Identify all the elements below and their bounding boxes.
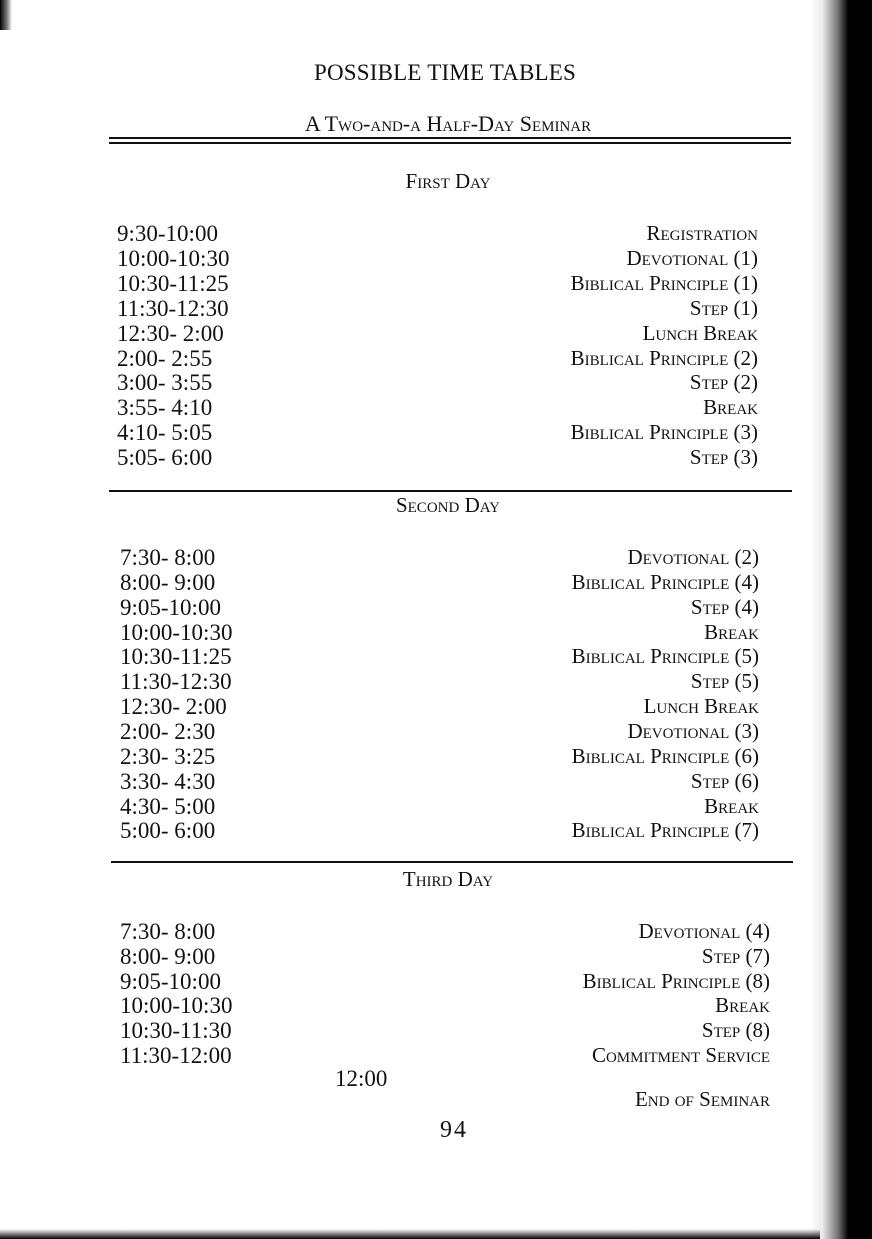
section-rule [111,861,793,863]
session-name: Break [715,993,770,1018]
session-name: Step (5) [690,669,759,694]
time-slot: 2:30- 3:25 [120,743,216,769]
schedule-row [117,370,758,395]
session-name: Devotional (3) [627,718,759,743]
page-number: 94 [440,1117,468,1143]
time-slot: 9:05-10:00 [120,968,221,994]
schedule-row [117,445,758,470]
session-name: Devotional (2) [627,545,759,569]
time-slot: 3:30- 4:30 [120,768,216,794]
session-name: Devotional (1) [626,245,758,270]
session-name: Biblical Principle (4) [571,569,759,594]
session-name: Break [704,619,759,644]
session-name: Lunch Break [643,694,759,719]
time-slot: 10:00-10:30 [120,993,233,1019]
session-name: Step (1) [689,295,758,320]
scan-corner-mark [0,0,12,30]
time-slot: 10:30-11:25 [117,270,229,296]
time-slot: 10:30-11:25 [120,644,232,670]
schedule-row [120,669,759,694]
time-slot: 10:00-10:30 [117,245,230,271]
schedule-row [117,271,758,296]
schedule-row [117,420,758,445]
time-slot: 2:00- 2:30 [120,718,216,744]
time-slot: 5:05- 6:00 [117,445,213,471]
schedule-row [120,944,770,969]
time-slot: 11:30-12:30 [117,295,229,321]
session-name: Lunch Break [642,320,758,345]
session-name: Step (8) [701,1018,770,1043]
schedule-row [120,919,770,944]
session-name: Biblical Principle (6) [571,743,759,768]
session-name: Step (2) [689,370,758,395]
session-name: Step (6) [690,768,759,793]
schedule-row [120,769,759,794]
time-slot: 9:05-10:00 [120,594,221,620]
session-name: Step (4) [690,594,759,619]
session-name: Biblical Principle (7) [571,818,759,843]
schedule-row [120,545,759,570]
end-time: 12:00 [335,1066,388,1091]
day-heading-third: Third Day [402,867,494,891]
schedule-row [120,570,759,595]
schedule-row [120,620,759,645]
schedule-row [120,595,759,620]
scan-bottom-edge [0,1229,820,1239]
page-subtitle: A Two-and-a Half-Day Seminar [304,111,592,136]
time-slot: 8:00- 9:00 [120,569,216,595]
time-slot: 11:30-12:00 [120,1043,232,1068]
page-title: POSSIBLE TIME TABLES [313,60,576,85]
time-slot: 7:30- 8:00 [120,545,216,570]
time-slot: 10:30-11:30 [120,1018,232,1044]
day-heading-first: First Day [405,169,491,193]
time-slot: 12:30- 2:00 [120,694,227,720]
time-slot: 3:55- 4:10 [117,395,213,421]
session-name: Commitment Service [591,1043,770,1067]
schedule-row [120,993,770,1018]
time-slot: 5:00- 6:00 [120,818,216,844]
schedule-row [120,1043,770,1068]
session-name: Biblical Principle (8) [582,968,770,993]
session-name: Break [703,395,758,420]
time-slot: 9:30-10:00 [117,221,218,246]
schedule-row [117,296,758,321]
time-slot: 10:00-10:30 [120,619,233,645]
title-double-rule [109,137,791,144]
schedule-row [120,1018,770,1043]
schedule-row [117,321,758,346]
schedule-row [117,346,758,371]
schedule-row [117,395,758,420]
session-name: Devotional (4) [638,919,770,943]
schedule-row [120,694,759,719]
schedule-row [117,221,758,246]
session-name: Step (7) [701,943,770,968]
session-name: Break [704,793,759,818]
time-slot: 8:00- 9:00 [120,943,216,969]
session-name: Registration [646,221,758,245]
day-heading-second: Second Day [395,493,501,517]
time-slot: 4:30- 5:00 [120,793,216,819]
schedule-row [120,719,759,744]
schedule-row [120,744,759,769]
time-slot: 11:30-12:30 [120,669,232,695]
schedule-row [120,794,759,819]
time-slot: 3:00- 3:55 [117,370,213,396]
time-slot: 4:10- 5:05 [117,420,213,446]
session-name: Biblical Principle (3) [570,420,758,445]
schedule-row [120,644,759,669]
session-name: Biblical Principle (1) [570,270,758,295]
session-name: Step (3) [689,445,758,470]
time-slot: 7:30- 8:00 [120,919,216,944]
time-slot: 12:30- 2:00 [117,320,224,346]
time-slot: 2:00- 2:55 [117,345,213,371]
session-name: Biblical Principle (2) [570,345,758,370]
schedule-row [117,246,758,271]
end-of-seminar-label: End of Seminar [634,1087,770,1111]
session-name: Biblical Principle (5) [571,644,759,669]
schedule-row [120,818,759,843]
section-rule [109,490,792,492]
schedule-row [120,969,770,994]
